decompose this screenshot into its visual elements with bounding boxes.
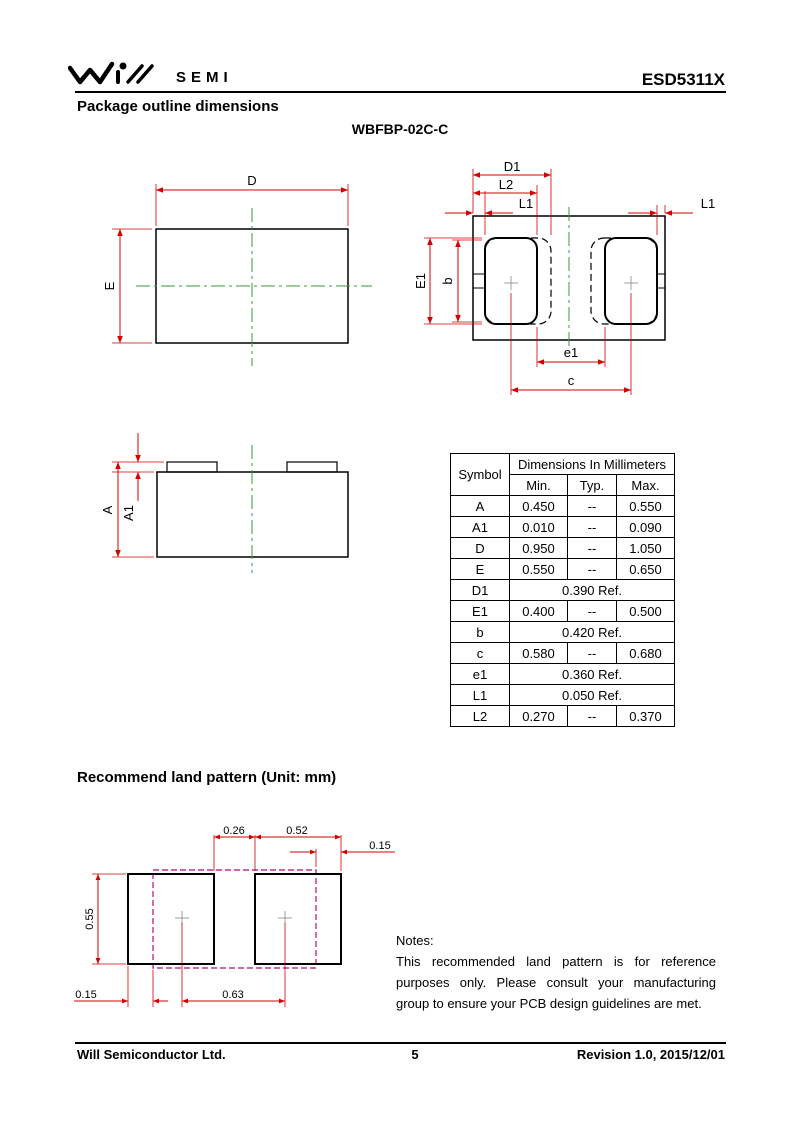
cell-min: 0.550	[510, 559, 568, 580]
dimensions-table	[450, 453, 675, 727]
dim-015-top: 0.15	[369, 840, 391, 852]
table-row	[451, 643, 675, 664]
cell-typ: --	[568, 538, 617, 559]
cell-ref: 0.360 Ref.	[510, 664, 675, 685]
label-c: c	[567, 373, 575, 388]
label-b: b	[440, 277, 455, 285]
side-pad-right	[287, 462, 337, 472]
notes-title: Notes:	[396, 933, 434, 948]
cell-typ: --	[568, 496, 617, 517]
cell-symbol: A	[451, 496, 510, 517]
cell-symbol: L2	[451, 706, 510, 727]
cell-min: 0.580	[510, 643, 568, 664]
label-E1: E1	[413, 273, 428, 289]
footer-page-number: 5	[411, 1047, 419, 1062]
table-row	[451, 580, 675, 601]
cell-max: 0.550	[617, 496, 675, 517]
part-number: ESD5311X	[641, 70, 725, 89]
dim-052: 0.52	[286, 825, 308, 837]
label-A: A	[100, 505, 115, 515]
cell-max: 0.680	[617, 643, 675, 664]
dim-055: 0.55	[84, 908, 96, 930]
cell-min: 0.450	[510, 496, 568, 517]
footer-divider	[75, 1042, 726, 1044]
land-pad-left	[128, 874, 214, 964]
cell-ref: 0.420 Ref.	[510, 622, 675, 643]
cell-max: 0.090	[617, 517, 675, 538]
cell-symbol: L1	[451, 685, 510, 706]
label-D1: D1	[503, 159, 521, 174]
cell-min: 0.270	[510, 706, 568, 727]
label-A1: A1	[121, 505, 136, 521]
table-row	[451, 664, 675, 685]
cell-symbol: A1	[451, 517, 510, 538]
min-header: Min.	[510, 475, 568, 496]
symbol-header: Symbol	[451, 454, 510, 496]
side-view-drawing	[90, 425, 390, 575]
bottom-view-drawing	[400, 155, 730, 405]
cell-ref: 0.390 Ref.	[510, 580, 675, 601]
table-row	[451, 601, 675, 622]
cell-typ: --	[568, 643, 617, 664]
top-view-drawing	[0, 160, 400, 380]
table-row	[451, 496, 675, 517]
cell-symbol: D1	[451, 580, 510, 601]
pad-right-outline	[591, 238, 657, 324]
table-row	[451, 706, 675, 727]
table-row	[451, 622, 675, 643]
footer-company: Will Semiconductor Ltd.	[77, 1047, 226, 1062]
label-L1-left: L1	[518, 196, 534, 211]
table-row	[451, 559, 675, 580]
cell-typ: --	[568, 706, 617, 727]
notes-block	[396, 930, 716, 1014]
land-pattern-drawing	[60, 815, 405, 1015]
table-row	[451, 685, 675, 706]
cell-max: 0.500	[617, 601, 675, 622]
dimensions-header: Dimensions In Millimeters	[510, 454, 675, 475]
footer-revision: Revision 1.0, 2015/12/01	[576, 1047, 725, 1062]
cell-typ: --	[568, 601, 617, 622]
cell-max: 0.370	[617, 706, 675, 727]
side-pad-left	[167, 462, 217, 472]
package-name: WBFBP-02C-C	[351, 121, 449, 137]
cell-ref: 0.050 Ref.	[510, 685, 675, 706]
cell-symbol: b	[451, 622, 510, 643]
cell-typ: --	[568, 559, 617, 580]
label-E: E	[102, 281, 117, 291]
table-row	[451, 517, 675, 538]
cell-symbol: E	[451, 559, 510, 580]
land-pad-right	[255, 874, 341, 964]
header-divider	[75, 91, 726, 93]
package-outline-magenta	[153, 870, 316, 968]
cell-symbol: e1	[451, 664, 510, 685]
cell-symbol: D	[451, 538, 510, 559]
cell-symbol: c	[451, 643, 510, 664]
label-e1: e1	[563, 345, 579, 360]
typ-header: Typ.	[568, 475, 617, 496]
dim-015-left: 0.15	[75, 989, 97, 1001]
cell-symbol: E1	[451, 601, 510, 622]
cell-typ: --	[568, 517, 617, 538]
pad-left-outline	[485, 238, 551, 324]
section-title-land-pattern: Recommend land pattern (Unit: mm)	[77, 769, 337, 786]
will-logo	[68, 60, 176, 86]
section-title-outline: Package outline dimensions	[77, 98, 279, 115]
dim-026: 0.26	[223, 825, 245, 837]
cell-max: 0.650	[617, 559, 675, 580]
cell-min: 0.010	[510, 517, 568, 538]
brand-text: SEMI	[176, 69, 233, 86]
label-L1-right: L1	[700, 196, 716, 211]
label-D: D	[247, 173, 257, 188]
table-row	[451, 538, 675, 559]
dim-063: 0.63	[222, 989, 244, 1001]
notes-body: This recommended land pattern is for reference purposes only. Please consult your manufacturing group to ensure your PCB design guidelines are met.	[396, 954, 716, 1011]
label-L2: L2	[498, 177, 514, 192]
cell-min: 0.950	[510, 538, 568, 559]
max-header: Max.	[617, 475, 675, 496]
cell-max: 1.050	[617, 538, 675, 559]
cell-min: 0.400	[510, 601, 568, 622]
